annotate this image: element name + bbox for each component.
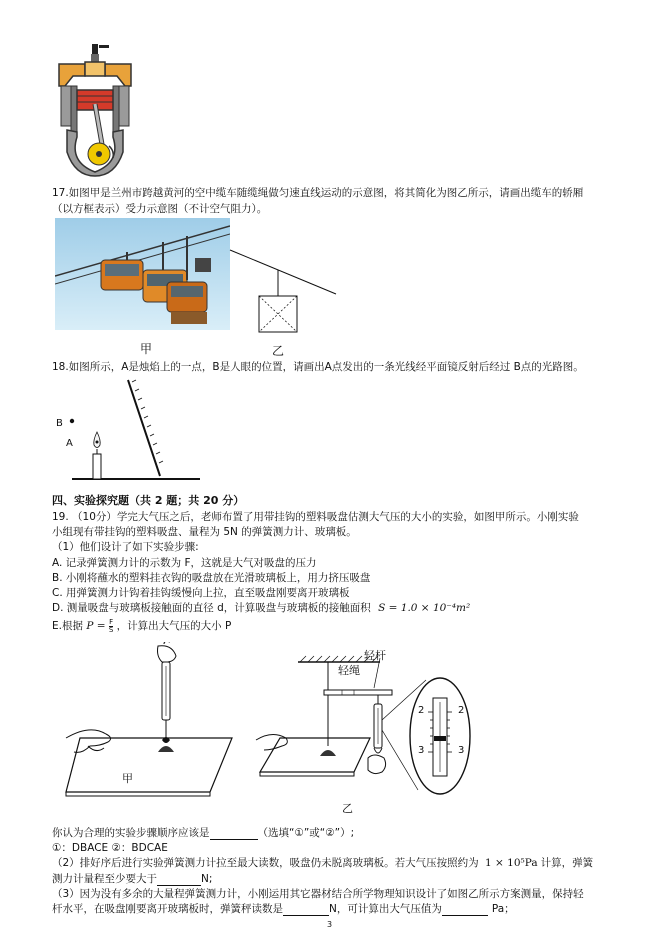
engine-figure — [55, 42, 135, 177]
fig-label-qinggan: 轻杆 — [364, 649, 386, 662]
q19-intro-line2: 小组现有带挂钩的塑料吸盘、量程为 5N 的弹簧测力计、玻璃板。 — [52, 526, 357, 538]
q19-step-e-formula: P = — [86, 620, 106, 632]
q19-q2-prefix: （2）排好序后进行实验弹簧测力计拉至最大读数，吸盘仍未脱离玻璃板。若大气压按照约为 — [52, 857, 479, 869]
fig-label-jia: 甲 — [122, 772, 133, 785]
section4-heading: 四、实验探究题（共 2 题；共 20 分） — [52, 494, 245, 507]
q17-text-line1: 17.如图甲是兰州市跨越黄河的空中缆车随缆绳做匀速直线运动的示意图，将其简化为图乙所示，请画出缆车的轿厢 — [52, 187, 584, 199]
q19-step-c: C. 用弹簧测力计钩着挂钩缓慢向上拉，直至吸盘刚要离开玻璃板 — [52, 587, 350, 599]
scale-label-3-right: 3 — [458, 745, 465, 756]
scale-label-2-left: 2 — [418, 705, 425, 716]
experiment-figure-jia — [60, 642, 245, 820]
q19-step-d — [52, 601, 470, 615]
q19-steps-title: （1）他们设计了如下实验步骤: — [52, 541, 199, 553]
scale-label-2-right: 2 — [458, 705, 465, 716]
q19-q3-suffix: Pa； — [491, 903, 515, 915]
q17-label-jia: 甲 — [140, 342, 153, 356]
q19-q3-prefix: 杆水平，在吸盘刚要离开玻璃板时，弹簧秤读数是 — [52, 903, 283, 915]
fig-label-yi: 乙 — [342, 802, 353, 815]
q19-step-a: A. 记录弹簧测力计的示数为 F，这就是大气对吸盘的压力 — [52, 557, 317, 569]
q19-order-question — [52, 826, 354, 840]
q19-step-e-suffix: ，计算出大气压的大小 P — [116, 620, 232, 632]
mirror-candle-figure — [52, 376, 212, 488]
q19-q2-suffix: 计算，弹簧 — [540, 857, 594, 869]
answer-blank-range[interactable] — [157, 874, 201, 886]
q18-label-a: A — [66, 438, 73, 449]
q19-order-suffix: （选填“①”或“②”）; — [257, 827, 355, 839]
q18-label-b: B — [56, 418, 63, 429]
q19-q2-pressure: 1 × 10⁵Pa — [485, 857, 538, 869]
q19-q3-line2 — [52, 902, 515, 916]
q17-text-line2: （以方框表示）受力示意图（不计空气阻力）。 — [52, 203, 268, 215]
q19-frac-den: S — [108, 625, 114, 634]
q18-text: 18.如图所示，A是烛焰上的一点，B是人眼的位置，请画出A点发出的一条光线经平面镜反射后经过 B点的光路图。 — [52, 361, 584, 373]
q19-step-b: B. 小刚将蘸水的塑料挂衣钩的吸盘放在光滑玻璃板上，用力挤压吸盘 — [52, 572, 371, 584]
q19-q2-line2-suffix: N; — [201, 873, 213, 885]
scale-label-3-left: 3 — [418, 745, 425, 756]
q19-q3-mid: N，可计算出大气压值为 — [329, 903, 442, 915]
cable-car-diagram — [228, 242, 343, 337]
q19-step-e-fraction — [109, 619, 113, 634]
answer-blank-pressure[interactable] — [442, 904, 488, 916]
q19-frac-num: F — [109, 617, 114, 626]
q19-step-d-text: D. 测量吸盘与玻璃板接触面的直径 d，计算吸盘与玻璃板的接触面积 — [52, 602, 371, 614]
q19-q2-line2-prefix: 测力计量程至少要大于 — [52, 873, 157, 885]
q19-step-d-formula: S = 1.0 × 10⁻⁴m² — [378, 602, 471, 614]
q17-label-yi: 乙 — [272, 344, 285, 358]
fig-label-qingsheng: 轻绳 — [338, 664, 360, 677]
q19-intro-line1: 19. （10分）学完大气压之后，老师布置了用带挂钩的塑料吸盘估测大气压的大小的实验，如图甲所示。小刚实验 — [52, 511, 579, 523]
experiment-figure-yi — [250, 640, 490, 820]
q19-order-prefix: 你认为合理的实验步骤顺序应该是 — [52, 827, 210, 839]
answer-blank-order[interactable] — [210, 828, 258, 840]
q19-q2-line1 — [52, 856, 593, 870]
answer-blank-reading[interactable] — [283, 904, 329, 916]
page-number: 3 — [327, 920, 333, 929]
q19-step-e — [52, 618, 231, 634]
q19-q3-line1: （3）因为没有多余的大量程弹簧测力计，小刚运用其它器材结合所学物理知识设计了如图乙所示方案测量，保持轻 — [52, 888, 584, 900]
q19-options: ①：DBACE ②：BDCAE — [52, 842, 168, 854]
q19-q2-line2 — [52, 872, 212, 886]
cable-car-photo — [55, 218, 230, 330]
q19-step-e-prefix: E.根据 — [52, 620, 83, 632]
